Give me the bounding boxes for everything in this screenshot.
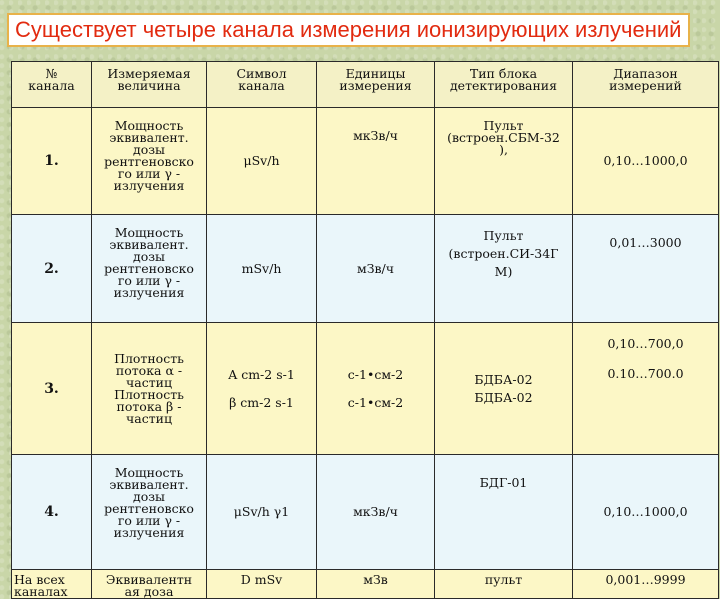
header-range: Диапазон измерений [573, 62, 719, 108]
cell-units [317, 323, 435, 455]
cell-channel-number: На всех каналах [12, 570, 92, 599]
cell-detector-type: БДГ-01 [435, 455, 573, 570]
units-beta: c-1•cм-2 [347, 394, 404, 410]
cell-detector-type [435, 323, 573, 455]
table-row [12, 215, 719, 323]
cell-units: мкЗв/ч [317, 108, 435, 215]
slide-title: Существует четыре канала измерения ионизирующих излучений [7, 13, 690, 47]
units-alpha: c-1•cм-2 [347, 366, 404, 382]
cell-channel-number: 2. [12, 215, 92, 323]
cell-quantity: Эквивалентн ая доза [92, 570, 207, 599]
header-measured-quantity: Измеряемая величина [92, 62, 207, 108]
table-row [12, 323, 719, 455]
cell-channel-number: 3. [12, 323, 92, 455]
header-channel-number: № канала [12, 62, 92, 108]
cell-range: 0,001…9999 [573, 570, 719, 599]
range-beta: 0.10…700.0 [607, 366, 684, 381]
table-header-row [12, 62, 719, 108]
symbol-alpha: A cm-2 s-1 [228, 366, 295, 382]
cell-symbol: μSv/h [207, 108, 317, 215]
cell-units: мЗв [317, 570, 435, 599]
cell-quantity: Плотность потока α - частиц Плотность потока β - частиц [92, 323, 207, 455]
header-units: Единицы измерения [317, 62, 435, 108]
header-detector-type: Тип блока детектирования [435, 62, 573, 108]
table-row [12, 108, 719, 215]
header-channel-symbol: Символ канала [207, 62, 317, 108]
detector-type-beta: БДБА-02 [474, 389, 533, 405]
cell-detector-type: Пульт (встроен.СБМ-32 ), [435, 108, 573, 215]
symbol-beta: β cm-2 s-1 [229, 394, 294, 410]
cell-detector-type: пульт [435, 570, 573, 599]
cell-symbol: μSv/h γ1 [207, 455, 317, 570]
cell-range: 0,01…3000 [573, 215, 719, 323]
channels-table [11, 61, 719, 599]
cell-symbol [207, 323, 317, 455]
cell-units: мкЗв/ч [317, 455, 435, 570]
cell-symbol: mSv/h [207, 215, 317, 323]
detector-type-alpha: БДБА-02 [474, 371, 533, 387]
cell-range [573, 323, 719, 455]
range-alpha: 0,10…700,0 [607, 336, 684, 351]
table-row [12, 570, 719, 599]
cell-symbol: D mSv [207, 570, 317, 599]
detector-type-line: Пульт [483, 228, 524, 243]
cell-range: 0,10…1000,0 [573, 455, 719, 570]
cell-quantity: Мощность эквивалент. дозы рентгеновско го или γ - излучения [92, 108, 207, 215]
cell-quantity: Мощность эквивалент. дозы рентгеновско го или γ - излучения [92, 215, 207, 323]
table-row [12, 455, 719, 570]
detector-type-line: (встроен.СИ-34Г М) [448, 246, 559, 279]
cell-channel-number: 4. [12, 455, 92, 570]
cell-detector-type [435, 215, 573, 323]
cell-range: 0,10…1000,0 [573, 108, 719, 215]
cell-channel-number: 1. [12, 108, 92, 215]
cell-quantity: Мощность эквивалент. дозы рентгеновско го или γ - излучения [92, 455, 207, 570]
cell-units: мЗв/ч [317, 215, 435, 323]
